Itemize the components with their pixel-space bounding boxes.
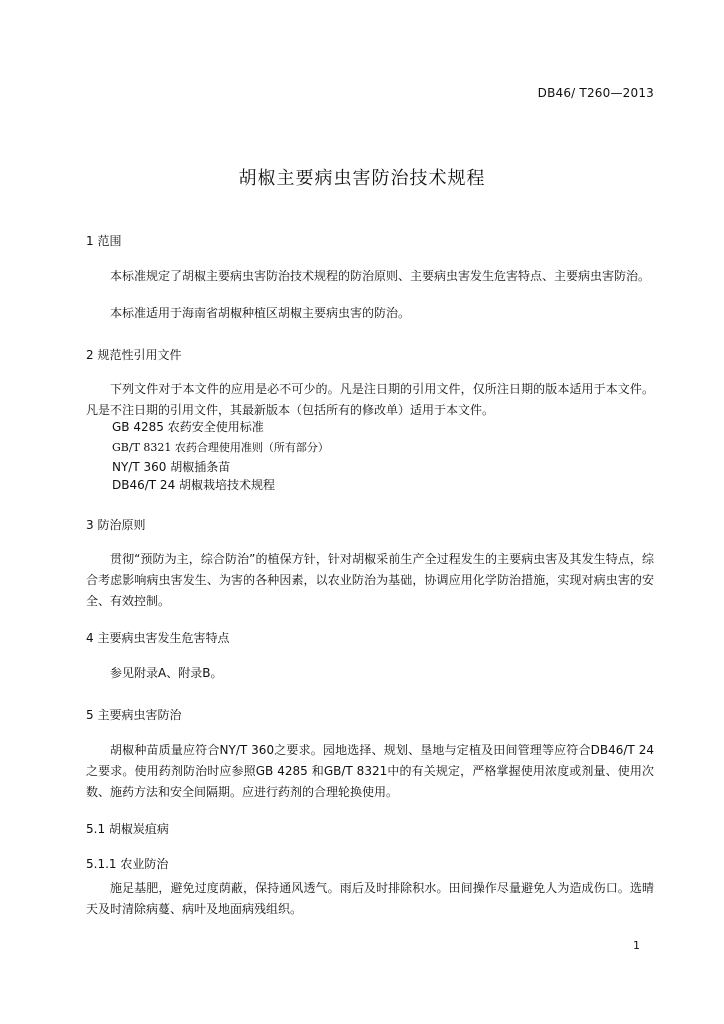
section-heading-control: 5 主要病虫害防治	[86, 708, 182, 722]
scope-paragraph-2: 本标准适用于海南省胡椒种植区胡椒主要病虫害的防治。	[110, 306, 411, 320]
section-heading-scope: 1 范围	[86, 234, 122, 248]
principle-paragraph: 贯彻“预防为主，综合防治”的植保方针，针对胡椒采前生产全过程发生的主要病虫害及其发生特点，综合考虑影响病虫害发生、为害的各种因素，以农业防治为基础，协调应用化学防治措施，实现对病虫害的安全、有效控制。	[86, 552, 654, 608]
reference-item-text: GB/T 8321 农药合理使用准则（所有部分）	[112, 441, 329, 454]
section-heading-characteristics: 4 主要病虫害发生危害特点	[86, 631, 230, 645]
subsection-heading-anthracnose: 5.1 胡椒炭疽病	[86, 822, 169, 836]
page-number: 1	[633, 939, 640, 952]
reference-item: NY/T 360 胡椒插条苗	[112, 460, 231, 474]
document-code: DB46/ T260—2013	[537, 86, 654, 100]
section-heading-normative: 2 规范性引用文件	[86, 348, 182, 362]
subsection-heading-agricultural-control: 5.1.1 农业防治	[86, 857, 169, 871]
section-heading-principle: 3 防治原则	[86, 518, 146, 532]
reference-item: GB 4285 农药安全使用标准	[112, 420, 264, 434]
agricultural-control-paragraph: 施足基肥，避免过度荫蔽，保持通风透气。雨后及时排除积水。田间操作尽量避免人为造成伤口。选晴天及时清除病蔓、病叶及地面病残组织。	[86, 881, 654, 916]
page-title: 胡椒主要病虫害防治技术规程	[238, 168, 486, 189]
reference-item	[112, 437, 329, 458]
characteristics-paragraph: 参见附录A、附录B。	[110, 666, 223, 680]
reference-item: DB46/T 24 胡椒栽培技术规程	[112, 478, 276, 492]
normative-paragraph: 下列文件对于本文件的应用是必不可少的。凡是注日期的引用文件，仅所注日期的版本适用于本文件。凡是不注日期的引用文件，其最新版本（包括所有的修改单）适用于本文件。	[86, 382, 654, 417]
control-paragraph: 胡椒种苗质量应符合NY/T 360之要求。园地选择、规划、垦地与定植及田间管理等应符合DB46/T 24之要求。使用药剂防治时应参照GB 4285 和GB/T 8321中的有关规定，严格掌握使用浓度或剂量、使用次数、施药方法和安全间隔期。应进行药剂的合理轮换使用。	[86, 743, 654, 799]
scope-paragraph-1: 本标准规定了胡椒主要病虫害防治技术规程的防治原则、主要病虫害发生危害特点、主要病虫害防治。	[110, 269, 651, 283]
